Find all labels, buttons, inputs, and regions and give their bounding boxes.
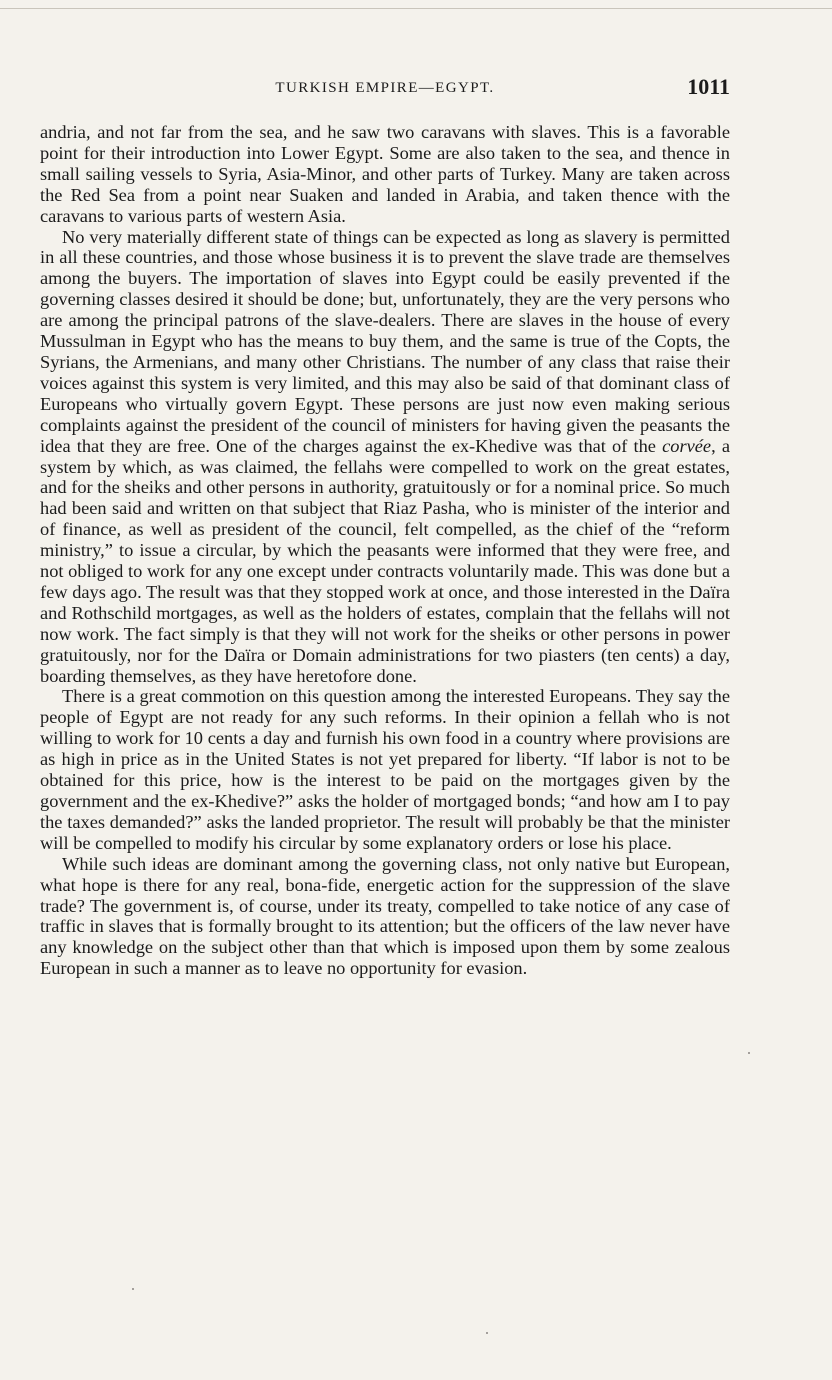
running-title: TURKISH EMPIRE—EGYPT. bbox=[275, 80, 495, 96]
running-head bbox=[40, 74, 730, 104]
paragraph-4: While such ideas are dominant among the governing class, not only native but European, what hope is there for any real, bona-fide, energetic action for the suppression of the slave trade? The government is, of course, under its treaty, compelled to take notice of any case of traffic in slaves that is formally brought to its attention; but the officers of the law never have any knowledge on the subject other than that which is imposed upon them by some zealous European in such a manner as to leave no opportunity for evasion. bbox=[40, 853, 730, 979]
paragraph-3: There is a great commotion on this question among the interested Europeans. They say the people of Egypt are not ready for any such reforms. In their opinion a fellah who is not willing to work for 10 cents a day and furnish his own food in a country where provisions are as high in price as in the United States is not yet prepared for liberty. “If labor is not to be obtained for this price, how is the interest to be paid on the mortgages given by the government and the ex-Khedive?” asks the holder of mortgaged bonds; “and how am I to pay the taxes demanded?” asks the landed proprietor. The result will probably be that the minister will be compelled to modify his circular by some explanatory orders or lose his place. bbox=[40, 686, 730, 853]
paper-speck bbox=[132, 1288, 134, 1290]
paper-speck bbox=[748, 1052, 750, 1054]
paragraph-2: No very materially different state of things can be expected as long as slavery is permitted in all these countries, and those whose business it is to prevent the slave trade are themselves among the buyers. The importation of slaves into Egypt could be easily prevented if the governing classes desired it should be done; but, unfortunately, they are the very persons who are among the principal patrons of the slave-dealers. There are slaves in the house of every Mussulman in Egypt who has the means to buy them, and the same is true of the Copts, the Syrians, the Armenians, and many other Christians. The number of any class that raise their voices against this system is very limited, and this may also be said of that dominant class of Europeans who virtually govern Egypt. These persons are just now even making serious complaints against the president of the council of ministers for having given the peasants the idea that they are free. One of the charges against the ex-Khedive was that of the corvée, a system by which, as was claimed, the fellahs were compelled to work on the great estates, and for the sheiks and other persons in authority, gratuitously or for a nominal price. So much had been said and written on that subject that Riaz Pasha, who is minister of the interior and of finance, as well as president of the council, felt compelled, as the chief of the “reform ministry,” to issue a circular, by which the peasants were informed that they were free, and not obliged to work for any one except under contracts voluntarily made. This was done but a few days ago. The result was that they stopped work at once, and those interested in the Daïra and Rothschild mortgages, as well as the holders of estates, complain that the fellahs will not now work. The fact simply is that they will not work for the sheiks or other persons in power gratuitously, nor for the Daïra or Domain administrations for two piasters (ten cents) a day, boarding themselves, as they have heretofore done. bbox=[40, 226, 730, 686]
page-number: 1011 bbox=[687, 74, 730, 99]
body-text bbox=[40, 122, 730, 979]
paragraph-1: andria, and not far from the sea, and he saw two caravans with slaves. This is a favorable point for their introduction into Lower Egypt. Some are also taken to the sea, and thence in small sailing vessels to Syria, Asia-Minor, and other parts of Turkey. Many are taken across the Red Sea from a point near Suaken and landed in Arabia, and taken thence with the caravans to various parts of western Asia. bbox=[40, 122, 730, 226]
top-edge-rule bbox=[0, 8, 832, 9]
emphasized-term: corvée bbox=[662, 435, 712, 456]
paper-speck bbox=[486, 1332, 488, 1334]
